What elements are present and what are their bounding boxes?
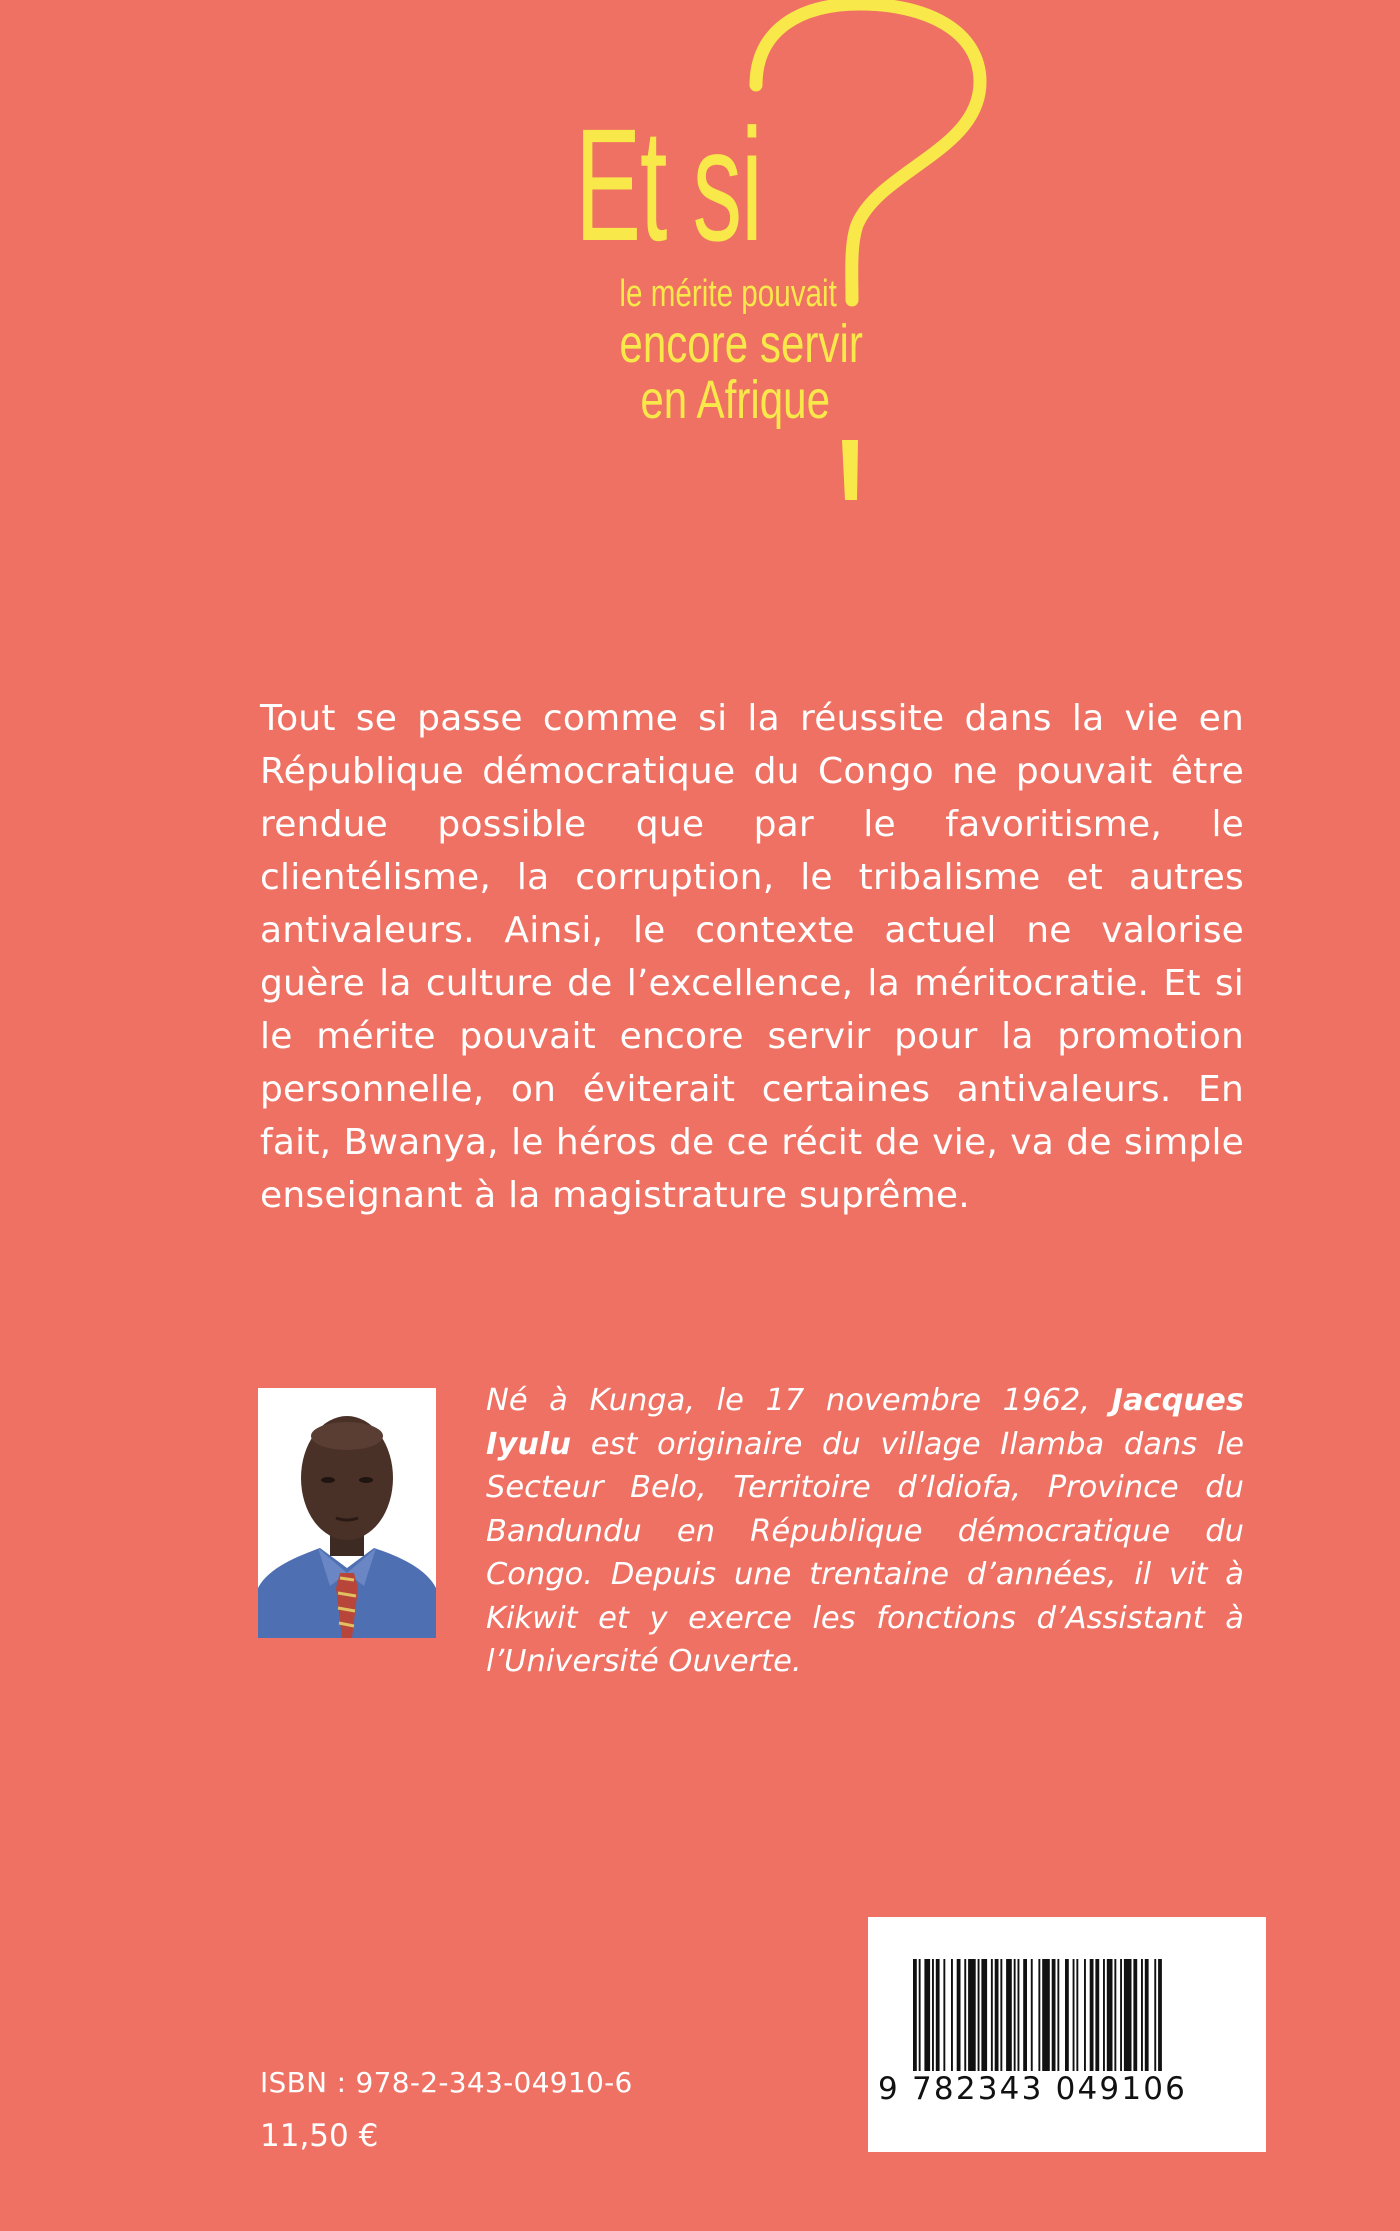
- subtitle-line-3: en Afrique: [640, 370, 830, 430]
- barcode-bar: [924, 1959, 930, 2071]
- price: 11,50 €: [260, 2118, 379, 2154]
- barcode-bar: [1141, 1959, 1143, 2071]
- barcode-bar: [1107, 1959, 1113, 2071]
- subtitle-line-2: encore servir: [619, 314, 863, 374]
- author-bio-intro: Né à Kunga, le 17 novembre 1962,: [486, 1383, 1112, 1418]
- title-subtitle: [560, 273, 863, 430]
- barcode-bar: [1120, 1959, 1122, 2071]
- barcode-bar: [936, 1959, 940, 2071]
- barcode-bar: [943, 1959, 945, 2071]
- barcode-bar: [964, 1959, 966, 2071]
- barcode-bar: [1103, 1959, 1105, 2071]
- author-photo: [258, 1388, 436, 1638]
- author-portrait-icon: [258, 1388, 436, 1638]
- barcode-bar: [1133, 1959, 1137, 2071]
- barcode-bar: [1042, 1959, 1050, 2071]
- barcode: [868, 1917, 1266, 2152]
- isbn: ISBN : 978-2-343-04910-6: [260, 2066, 633, 2099]
- barcode-bar: [1038, 1959, 1040, 2071]
- barcode-bar: [1114, 1959, 1116, 2071]
- title-main: Et si: [575, 95, 762, 274]
- barcode-bar: [1073, 1959, 1075, 2071]
- subtitle-line-1: le mérite pouvait: [619, 273, 837, 315]
- barcode-bar: [1154, 1959, 1156, 2071]
- barcode-bar: [1014, 1959, 1016, 2071]
- barcode-bar: [981, 1959, 987, 2071]
- barcode-bar: [1158, 1959, 1162, 2071]
- barcode-bar: [1031, 1959, 1033, 2071]
- barcode-bar: [1124, 1959, 1132, 2071]
- barcode-bar: [1145, 1959, 1149, 2071]
- barcode-bar: [968, 1959, 976, 2071]
- barcode-bar: [1065, 1959, 1069, 2071]
- barcode-bar: [1018, 1959, 1020, 2071]
- barcode-bar: [951, 1959, 953, 2071]
- author-name: Jacques Iyulu: [486, 1383, 1244, 1462]
- barcode-bar: [1006, 1959, 1012, 2071]
- barcode-bar: [995, 1959, 999, 2071]
- barcode-bar: [932, 1959, 934, 2071]
- barcode-bar: [1090, 1959, 1094, 2071]
- barcode-bars: [913, 1959, 1231, 2089]
- barcode-bar: [1057, 1959, 1059, 2071]
- barcode-bar: [978, 1959, 980, 2071]
- barcode-bar: [1000, 1959, 1002, 2071]
- barcode-bar: [991, 1959, 993, 2071]
- author-bio: [486, 1379, 1244, 1684]
- barcode-number: 9 782343 049106: [878, 2071, 1188, 2107]
- barcode-bar: [1052, 1959, 1056, 2071]
- barcode-bar: [1084, 1959, 1086, 2071]
- barcode-bar: [1095, 1959, 1099, 2071]
- barcode-bar: [919, 1959, 921, 2071]
- barcode-bar: [957, 1959, 961, 2071]
- author-bio-rest: est originaire du village Ilamba dans le Secteur Belo, Territoire d’Idiofa, Province du Bandundu en République démocratique du Congo. Depuis une trentaine d’années, il vit à Kikwit et y exerce les fonctions d’Assistant à l’Université Ouverte.: [486, 1426, 1244, 1679]
- title-block: [560, 0, 1020, 520]
- barcode-bar: [1023, 1959, 1027, 2071]
- book-summary: Tout se passe comme si la réussite dans la vie en République démocratique du Congo ne pouvait être rendue possible que par le favoritisme, le clientélisme, la corruption, le tribalisme et autres antivaleurs. Ainsi, le contexte actuel ne valorise guère la culture de l’excellence, la méritocratie. Et si le mérite pouvait encore servir pour la promotion personnelle, on éviterait certaines antivaleurs. En fait, Bwanya, le héros de ce récit de vie, va de simple enseignant à la magistrature suprême.: [260, 698, 1244, 1216]
- barcode-bar: [1076, 1959, 1078, 2071]
- barcode-bar: [913, 1959, 917, 2071]
